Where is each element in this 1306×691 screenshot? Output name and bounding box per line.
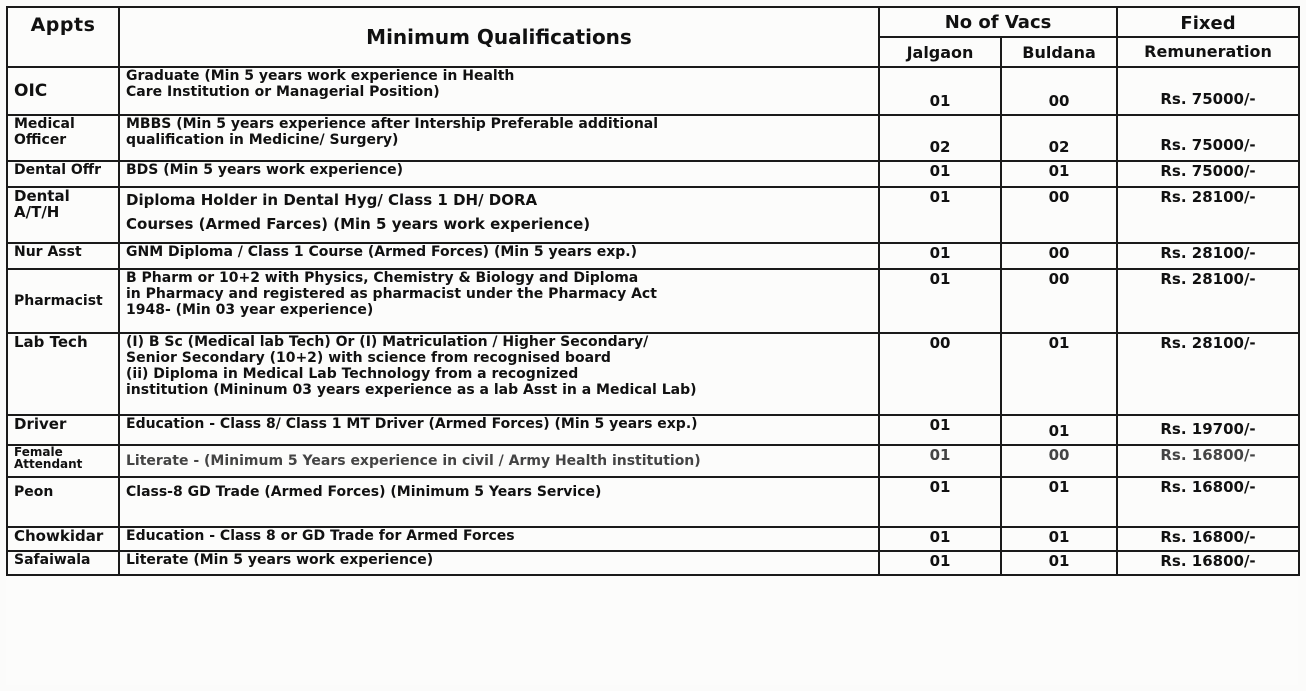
appt-line: Officer — [14, 132, 67, 148]
remuneration-cell: Rs. 28100/- — [1117, 333, 1299, 415]
appt-cell: Chowkidar — [7, 527, 119, 551]
header-appts: Appts — [7, 7, 119, 67]
table-row — [7, 415, 1299, 445]
jalgaon-vacancies: 01 — [879, 187, 1001, 243]
appt-cell: Lab Tech — [7, 333, 119, 415]
buldana-vacancies: 00 — [1001, 67, 1117, 115]
remuneration-cell: Rs. 19700/- — [1117, 415, 1299, 445]
qualification-line: MBBS (Min 5 years experience after Intership Preferable additional — [126, 116, 659, 132]
qualification-line: 1948- (Min 03 year experience) — [126, 302, 374, 318]
appt-line: Dental — [14, 187, 70, 205]
vacancy-table — [6, 6, 1300, 576]
qualification-line: institution (Mininum 03 years experience as a lab Asst in a Medical Lab) — [126, 382, 697, 398]
appt-line: Attendant — [14, 457, 83, 471]
remuneration-cell: Rs. 16800/- — [1117, 527, 1299, 551]
buldana-vacancies: 01 — [1001, 527, 1117, 551]
appt-cell — [7, 115, 119, 161]
appt-cell: OIC — [7, 67, 119, 115]
table-row — [7, 161, 1299, 187]
appt-cell: Pharmacist — [7, 269, 119, 333]
buldana-vacancies: 01 — [1001, 415, 1117, 445]
appt-cell: Driver — [7, 415, 119, 445]
header-fixed: Fixed — [1117, 7, 1299, 37]
appt-cell: Safaiwala — [7, 551, 119, 575]
table-row — [7, 477, 1299, 527]
jalgaon-vacancies: 01 — [879, 161, 1001, 187]
remuneration-cell: Rs. 28100/- — [1117, 269, 1299, 333]
qualification-line: Courses (Armed Farces) (Min 5 years work experience) — [126, 215, 591, 233]
table-header — [7, 7, 1299, 67]
qualification-cell — [119, 333, 879, 415]
qualification-line: Class-8 GD Trade (Armed Forces) (Minimum 5 Years Service) — [126, 484, 602, 500]
qualification-line: Literate - (Minimum 5 Years experience in civil / Army Health institution) — [126, 453, 701, 469]
remuneration-cell: Rs. 75000/- — [1117, 67, 1299, 115]
table-row — [7, 115, 1299, 161]
table-row — [7, 269, 1299, 333]
appt-cell: Nur Asst — [7, 243, 119, 269]
jalgaon-vacancies: 02 — [879, 115, 1001, 161]
header-buldana: Buldana — [1001, 37, 1117, 67]
jalgaon-vacancies: 01 — [879, 527, 1001, 551]
appt-cell: Dental Offr — [7, 161, 119, 187]
buldana-vacancies: 01 — [1001, 161, 1117, 187]
header-no-of-vacs: No of Vacs — [879, 7, 1117, 37]
buldana-vacancies: 02 — [1001, 115, 1117, 161]
buldana-vacancies: 01 — [1001, 477, 1117, 527]
table-row — [7, 187, 1299, 243]
qualification-line: Literate (Min 5 years work experience) — [126, 552, 434, 568]
qualification-line: Graduate (Min 5 years work experience in Health — [126, 68, 515, 84]
jalgaon-vacancies: 00 — [879, 333, 1001, 415]
table-row — [7, 333, 1299, 415]
qualification-cell — [119, 477, 879, 527]
remuneration-cell: Rs. 16800/- — [1117, 551, 1299, 575]
qualification-cell — [119, 243, 879, 269]
jalgaon-vacancies: 01 — [879, 445, 1001, 477]
qualification-line: Education - Class 8/ Class 1 MT Driver (Armed Forces) (Min 5 years exp.) — [126, 416, 698, 432]
qualification-cell — [119, 551, 879, 575]
header-jalgaon: Jalgaon — [879, 37, 1001, 67]
remuneration-cell: Rs. 75000/- — [1117, 161, 1299, 187]
appt-cell: Peon — [7, 477, 119, 527]
table-row — [7, 527, 1299, 551]
buldana-vacancies: 01 — [1001, 333, 1117, 415]
header-min-qualifications: Minimum Qualifications — [119, 7, 879, 67]
qualification-line: Diploma Holder in Dental Hyg/ Class 1 DH/ DORA — [126, 191, 538, 209]
appt-cell — [7, 445, 119, 477]
remuneration-cell: Rs. 28100/- — [1117, 187, 1299, 243]
header-remuneration: Remuneration — [1117, 37, 1299, 67]
qualification-cell — [119, 187, 879, 243]
appt-line: Female — [14, 445, 63, 459]
qualification-line: B Pharm or 10+2 with Physics, Chemistry & Biology and Diploma — [126, 270, 639, 286]
buldana-vacancies: 00 — [1001, 243, 1117, 269]
remuneration-cell: Rs. 16800/- — [1117, 445, 1299, 477]
qualification-cell — [119, 445, 879, 477]
buldana-vacancies: 00 — [1001, 445, 1117, 477]
qualification-line: qualification in Medicine/ Surgery) — [126, 132, 399, 148]
buldana-vacancies: 00 — [1001, 187, 1117, 243]
remuneration-cell: Rs. 28100/- — [1117, 243, 1299, 269]
appt-line: Medical — [14, 116, 75, 132]
qualification-line: GNM Diploma / Class 1 Course (Armed Forces) (Min 5 years exp.) — [126, 244, 637, 260]
qualification-cell — [119, 115, 879, 161]
table-row — [7, 551, 1299, 575]
jalgaon-vacancies: 01 — [879, 243, 1001, 269]
qualification-cell — [119, 527, 879, 551]
vacancy-notice — [6, 6, 1298, 685]
qualification-cell — [119, 67, 879, 115]
qualification-line: Senior Secondary (10+2) with science from recognised board — [126, 350, 611, 366]
jalgaon-vacancies: 01 — [879, 477, 1001, 527]
jalgaon-vacancies: 01 — [879, 551, 1001, 575]
jalgaon-vacancies: 01 — [879, 415, 1001, 445]
qualification-cell — [119, 269, 879, 333]
remuneration-cell: Rs. 16800/- — [1117, 477, 1299, 527]
qualification-line: (ii) Diploma in Medical Lab Technology from a recognized — [126, 366, 579, 382]
table-row — [7, 67, 1299, 115]
table-body — [7, 67, 1299, 575]
remuneration-cell: Rs. 75000/- — [1117, 115, 1299, 161]
table-row — [7, 243, 1299, 269]
buldana-vacancies: 01 — [1001, 551, 1117, 575]
qualification-cell — [119, 415, 879, 445]
qualification-line: (I) B Sc (Medical lab Tech) Or (I) Matriculation / Higher Secondary/ — [126, 334, 649, 350]
appt-cell — [7, 187, 119, 243]
qualification-line: BDS (Min 5 years work experience) — [126, 162, 404, 178]
table-row — [7, 445, 1299, 477]
jalgaon-vacancies: 01 — [879, 269, 1001, 333]
qualification-line: Education - Class 8 or GD Trade for Armed Forces — [126, 528, 515, 544]
jalgaon-vacancies: 01 — [879, 67, 1001, 115]
appt-line: A/T/H — [14, 203, 60, 221]
qualification-line: in Pharmacy and registered as pharmacist under the Pharmacy Act — [126, 286, 657, 302]
qualification-line: Care Institution or Managerial Position) — [126, 84, 440, 100]
qualification-cell — [119, 161, 879, 187]
buldana-vacancies: 00 — [1001, 269, 1117, 333]
